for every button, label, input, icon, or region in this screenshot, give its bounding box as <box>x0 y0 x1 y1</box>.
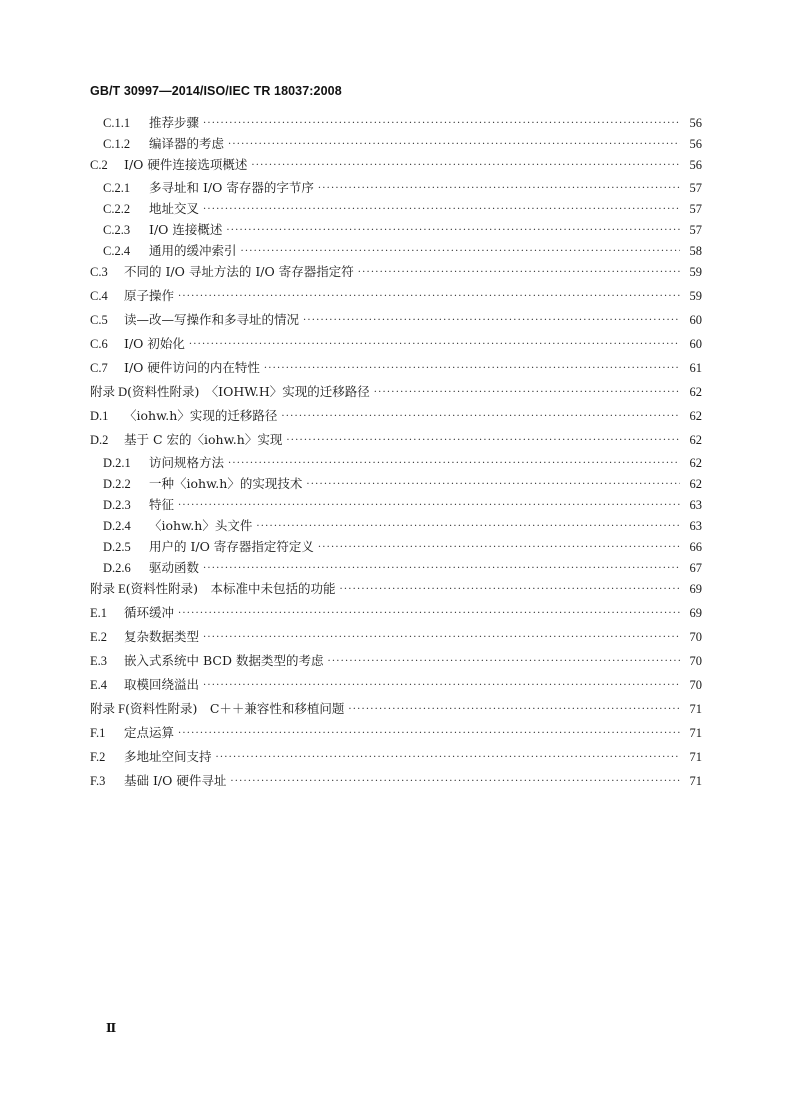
toc-entry[interactable] <box>90 181 702 195</box>
toc-leader-dots <box>203 117 680 131</box>
toc-leader-dots <box>228 138 680 152</box>
toc-entry-title: 驱动函数 <box>149 560 200 575</box>
toc-entry-number: 附录 E <box>90 582 126 596</box>
toc-entry-page: 59 <box>689 265 702 279</box>
toc-entry-page: 57 <box>689 181 702 195</box>
toc-entry-title: 〈iohw.h〉头文件 <box>149 518 253 533</box>
toc-entry[interactable] <box>90 202 702 216</box>
toc-entry[interactable] <box>90 385 702 399</box>
toc-leader-dots <box>228 457 680 471</box>
toc-entry-page: 60 <box>689 313 702 327</box>
toc-leader-dots <box>348 703 680 717</box>
toc-entry-page: 69 <box>689 582 702 596</box>
toc-entry-number: C.2 <box>90 158 108 172</box>
toc-entry[interactable] <box>90 116 702 130</box>
toc-entry-number: C.6 <box>90 337 108 351</box>
toc-leader-dots <box>264 362 680 376</box>
toc-leader-dots <box>286 434 680 448</box>
toc-entry-title: 用户的 I/O 寄存器指定符定义 <box>149 539 314 554</box>
toc-entry-number: C.7 <box>90 361 108 375</box>
toc-entry-title: 编译器的考虑 <box>149 136 225 151</box>
toc-leader-dots <box>189 338 680 352</box>
toc-entry-page: 56 <box>689 137 702 151</box>
toc-leader-dots <box>178 607 680 621</box>
toc-entry-number: F.3 <box>90 774 106 788</box>
toc-leader-dots <box>251 159 680 173</box>
toc-entry-page: 70 <box>689 678 702 692</box>
toc-leader-dots <box>226 224 680 238</box>
toc-entry-title: (资料性附录) C＋＋兼容性和移植问题 <box>125 701 345 716</box>
toc-entry[interactable] <box>90 774 702 788</box>
toc-entry-page: 60 <box>689 337 702 351</box>
toc-entry[interactable] <box>90 726 702 740</box>
toc-entry[interactable] <box>90 654 702 668</box>
toc-entry-title: (资料性附录) 〈IOHW.H〉实现的迁移路径 <box>127 384 370 399</box>
toc-entry-title: 访问规格方法 <box>149 455 225 470</box>
toc-leader-dots <box>241 245 680 259</box>
toc-entry-page: 61 <box>689 361 702 375</box>
toc-leader-dots <box>203 562 680 576</box>
toc-entry-number: 附录 F <box>90 702 126 716</box>
toc-entry[interactable] <box>90 409 702 423</box>
toc-entry-title: I/O 硬件访问的内在特性 <box>124 360 260 375</box>
toc-entry[interactable] <box>90 702 702 716</box>
toc-entry-title: 〈iohw.h〉实现的迁移路径 <box>124 408 278 423</box>
toc-entry-number: E.3 <box>90 654 108 668</box>
toc-entry-number: C.2.4 <box>103 244 131 258</box>
toc-entry-page: 69 <box>689 606 702 620</box>
toc-entry-title: 特征 <box>149 497 175 512</box>
toc-entry-title: (资料性附录) 本标准中未包括的功能 <box>125 581 336 596</box>
toc-leader-dots <box>178 727 680 741</box>
toc-entry-number: D.2.6 <box>103 561 131 575</box>
toc-leader-dots <box>318 182 680 196</box>
toc-entry-page: 70 <box>689 654 702 668</box>
toc-entry-number: D.2.3 <box>103 498 131 512</box>
toc-entry-number: C.5 <box>90 313 108 327</box>
toc-entry[interactable] <box>90 158 702 172</box>
document-header: GB/T 30997—2014/ISO/IEC TR 18037:2008 <box>90 84 342 98</box>
toc-entry[interactable] <box>90 456 702 470</box>
toc-entry-number: D.2.5 <box>103 540 131 554</box>
toc-entry-title: 循环缓冲 <box>124 605 175 620</box>
toc-entry[interactable] <box>90 477 702 491</box>
toc-entry-title: 读—改—写操作和多寻址的情况 <box>124 312 300 327</box>
toc-entry-page: 67 <box>689 561 702 575</box>
toc-entry-page: 62 <box>689 409 702 423</box>
toc-entry-number: E.1 <box>90 606 108 620</box>
toc-entry[interactable] <box>90 498 702 512</box>
toc-entry-page: 56 <box>689 158 702 172</box>
toc-leader-dots <box>358 266 680 280</box>
toc-entry-number: D.1 <box>90 409 109 423</box>
toc-entry-page: 63 <box>689 519 702 533</box>
toc-entry-title: 多寻址和 I/O 寄存器的字节序 <box>149 180 314 195</box>
toc-entry[interactable] <box>90 289 702 303</box>
toc-entry-title: 原子操作 <box>124 288 175 303</box>
toc-entry-number: D.2.1 <box>103 456 131 470</box>
toc-entry-title: 不同的 I/O 寻址方法的 I/O 寄存器指定符 <box>124 264 354 279</box>
toc-entry-page: 57 <box>689 223 702 237</box>
toc-entry[interactable] <box>90 606 702 620</box>
toc-entry-title: I/O 连接概述 <box>149 222 223 237</box>
toc-entry[interactable] <box>90 678 702 692</box>
toc-entry-page: 70 <box>689 630 702 644</box>
toc-entry-page: 62 <box>689 433 702 447</box>
toc-entry-page: 59 <box>689 289 702 303</box>
toc-entry-number: C.2.3 <box>103 223 131 237</box>
toc-entry-page: 57 <box>689 202 702 216</box>
toc-entry[interactable] <box>90 519 702 533</box>
toc-leader-dots <box>203 631 680 645</box>
toc-leader-dots <box>327 655 680 669</box>
toc-entry[interactable] <box>90 337 702 351</box>
toc-leader-dots <box>340 583 680 597</box>
toc-entry-title: 复杂数据类型 <box>124 629 200 644</box>
toc-entry-title: I/O 初始化 <box>124 336 185 351</box>
toc-entry-number: C.2.2 <box>103 202 131 216</box>
toc-entry-title: 通用的缓冲索引 <box>149 243 237 258</box>
toc-entry[interactable] <box>90 582 702 596</box>
toc-entry[interactable] <box>90 223 702 237</box>
toc-leader-dots <box>303 314 680 328</box>
toc-entry-title: 地址交叉 <box>149 201 200 216</box>
toc-leader-dots <box>281 410 680 424</box>
toc-entry-title: 基础 I/O 硬件寻址 <box>124 773 227 788</box>
toc-entry-page: 71 <box>689 774 702 788</box>
toc-entry-number: C.4 <box>90 289 108 303</box>
toc-entry-title: 定点运算 <box>124 725 175 740</box>
toc-entry[interactable] <box>90 540 702 554</box>
page-number: Ⅱ <box>106 1021 117 1035</box>
toc-entry[interactable] <box>90 137 702 151</box>
toc-entry-page: 58 <box>689 244 702 258</box>
toc-entry-page: 71 <box>689 750 702 764</box>
toc-entry[interactable] <box>90 265 702 279</box>
toc-leader-dots <box>216 751 680 765</box>
toc-entry[interactable] <box>90 433 702 447</box>
toc-entry-number: C.1.2 <box>103 137 131 151</box>
toc-entry-page: 63 <box>689 498 702 512</box>
toc-leader-dots <box>374 386 680 400</box>
toc-entry-number: 附录 D <box>90 385 128 399</box>
toc-entry-number: D.2.2 <box>103 477 131 491</box>
table-of-contents <box>90 116 702 798</box>
toc-entry-title: 一种〈iohw.h〉的实现技术 <box>149 476 303 491</box>
toc-leader-dots <box>256 520 680 534</box>
toc-leader-dots <box>230 775 680 789</box>
toc-leader-dots <box>306 478 680 492</box>
toc-entry-page: 56 <box>689 116 702 130</box>
toc-leader-dots <box>203 679 680 693</box>
toc-leader-dots <box>178 290 680 304</box>
toc-leader-dots <box>178 499 680 513</box>
toc-entry-number: F.1 <box>90 726 106 740</box>
toc-entry-page: 66 <box>689 540 702 554</box>
toc-entry-number: C.3 <box>90 265 108 279</box>
toc-entry-page: 71 <box>689 726 702 740</box>
toc-entry-number: C.2.1 <box>103 181 131 195</box>
toc-entry[interactable] <box>90 561 702 575</box>
toc-entry[interactable] <box>90 750 702 764</box>
toc-leader-dots <box>318 541 680 555</box>
toc-entry-number: D.2.4 <box>103 519 131 533</box>
toc-entry-page: 62 <box>689 385 702 399</box>
toc-entry-number: F.2 <box>90 750 106 764</box>
toc-entry-page: 71 <box>689 702 702 716</box>
toc-entry-title: I/O 硬件连接选项概述 <box>124 157 248 172</box>
toc-entry-page: 62 <box>689 456 702 470</box>
toc-entry-title: 嵌入式系统中 BCD 数据类型的考虑 <box>124 653 324 668</box>
toc-entry-title: 取模回绕溢出 <box>124 677 200 692</box>
toc-entry-number: C.1.1 <box>103 116 131 130</box>
toc-entry[interactable] <box>90 630 702 644</box>
toc-entry[interactable] <box>90 313 702 327</box>
toc-entry-number: E.2 <box>90 630 108 644</box>
toc-entry-number: D.2 <box>90 433 109 447</box>
toc-entry-number: E.4 <box>90 678 108 692</box>
toc-entry-title: 多地址空间支持 <box>124 749 212 764</box>
toc-entry-page: 62 <box>689 477 702 491</box>
toc-leader-dots <box>203 203 680 217</box>
toc-entry[interactable] <box>90 244 702 258</box>
toc-entry-title: 基于 C 宏的〈iohw.h〉实现 <box>124 432 283 447</box>
toc-entry[interactable] <box>90 361 702 375</box>
toc-entry-title: 推荐步骤 <box>149 115 200 130</box>
